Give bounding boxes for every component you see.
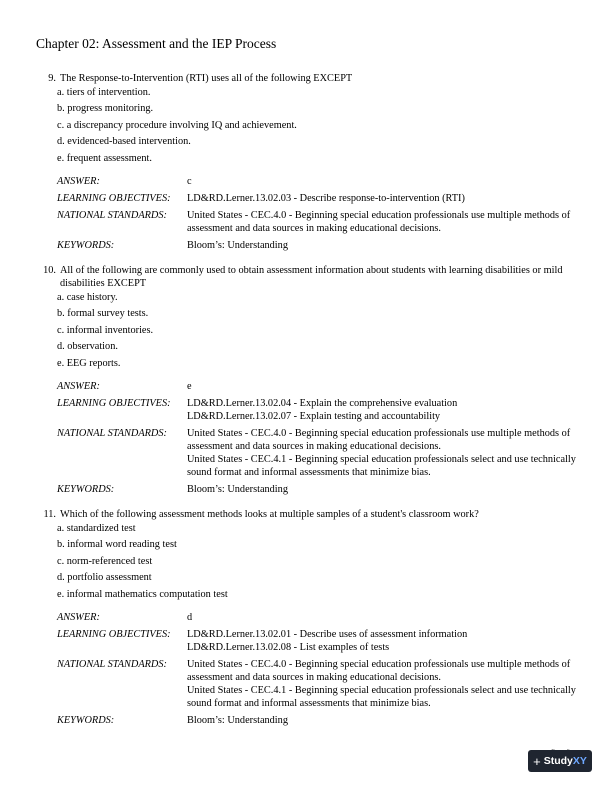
question-text: All of the following are commonly used to obtain assessment information about students with learning disabilities or mild disabilities EXCEPT (60, 265, 563, 289)
objective-item: LD&RD.Lerner.13.02.07 - Explain testing and accountability (187, 410, 441, 422)
keywords-value: Bloom’s: Understanding (187, 714, 288, 726)
question-stem (36, 508, 576, 521)
answer-meta (57, 611, 576, 727)
plus-icon: + (533, 753, 541, 769)
objectives-label: LEARNING OBJECTIVES: (57, 192, 171, 204)
question-stem (36, 264, 576, 290)
answer-value: d (187, 611, 193, 623)
question-stem (36, 72, 576, 85)
answer-value: c (187, 175, 192, 187)
objective-item: LD&RD.Lerner.13.02.04 - Explain the comprehensive evaluation (187, 397, 458, 409)
keywords-value: Bloom’s: Understanding (187, 239, 288, 251)
option-item: b. progress monitoring. (57, 103, 154, 115)
question-text: The Response-to-Intervention (RTI) uses all of the following EXCEPT (60, 73, 353, 84)
option-list (57, 521, 576, 603)
question-number: 10. (43, 265, 56, 276)
standard-item: United States - CEC.4.1 - Beginning special education professionals select and use technically sound format and informal assessments that minimize bias. (187, 684, 576, 709)
question-block (36, 508, 576, 731)
keywords-label: KEYWORDS: (57, 714, 115, 726)
standard-item: United States - CEC.4.0 - Beginning special education professionals use multiple methods of assessment and data sources in making educational decisions. (187, 658, 571, 683)
option-item: b. formal survey tests. (57, 308, 149, 320)
option-item: e. frequent assessment. (57, 152, 152, 164)
standards-label: NATIONAL STANDARDS: (57, 427, 167, 439)
standard-item: United States - CEC.4.1 - Beginning special education professionals select and use technically sound format and informal assessments that minimize bias. (187, 453, 576, 478)
option-item: d. evidenced-based intervention. (57, 136, 191, 148)
answer-label: ANSWER: (57, 175, 100, 187)
option-item: a. case history. (57, 292, 118, 303)
option-item: d. portfolio assessment (57, 572, 152, 584)
objectives-label: LEARNING OBJECTIVES: (57, 397, 171, 409)
question-block (36, 72, 576, 256)
badge-brand-xy: XY (572, 755, 587, 767)
option-item: b. informal word reading test (57, 539, 177, 551)
answer-label: ANSWER: (57, 611, 100, 623)
objective-item: LD&RD.Lerner.13.02.03 - Describe response-to-intervention (RTI) (187, 192, 465, 204)
question-block (36, 264, 576, 500)
keywords-label: KEYWORDS: (57, 239, 115, 251)
option-item: c. a discrepancy procedure involving IQ and achievement. (57, 119, 297, 131)
option-item: c. norm-referenced test (57, 555, 153, 567)
objectives-label: LEARNING OBJECTIVES: (57, 628, 171, 640)
standard-item: United States - CEC.4.0 - Beginning special education professionals use multiple methods of assessment and data sources in making educational decisions. (187, 427, 571, 452)
option-item: d. observation. (57, 341, 118, 353)
question-text: Which of the following assessment methods looks at multiple samples of a student's classroom work? (60, 509, 479, 520)
badge-brand-study: Study (543, 755, 573, 767)
answer-meta (57, 175, 576, 252)
option-item: c. informal inventories. (57, 324, 154, 336)
option-item: a. tiers of intervention. (57, 87, 151, 98)
objective-item: LD&RD.Lerner.13.02.01 - Describe uses of assessment information (187, 628, 468, 640)
keywords-value: Bloom’s: Understanding (187, 483, 288, 495)
standards-label: NATIONAL STANDARDS: (57, 209, 167, 221)
chapter-title: Chapter 02: Assessment and the IEP Process (36, 36, 277, 51)
standard-item: United States - CEC.4.0 - Beginning special education professionals use multiple methods of assessment and data sources in making educational decisions. (187, 209, 571, 234)
option-item: e. EEG reports. (57, 357, 121, 369)
option-item: e. informal mathematics computation test (57, 588, 228, 600)
objective-item: LD&RD.Lerner.13.02.08 - List examples of tests (187, 641, 390, 653)
answer-value: e (187, 380, 192, 392)
standards-label: NATIONAL STANDARDS: (57, 658, 167, 670)
option-item: a. standardized test (57, 523, 136, 534)
studyxy-badge[interactable] (528, 750, 592, 772)
option-list (57, 85, 576, 167)
option-list (57, 290, 576, 372)
question-number: 11. (43, 509, 56, 520)
question-number: 9. (48, 73, 56, 84)
answer-meta (57, 380, 576, 496)
answer-label: ANSWER: (57, 380, 100, 392)
keywords-label: KEYWORDS: (57, 483, 115, 495)
